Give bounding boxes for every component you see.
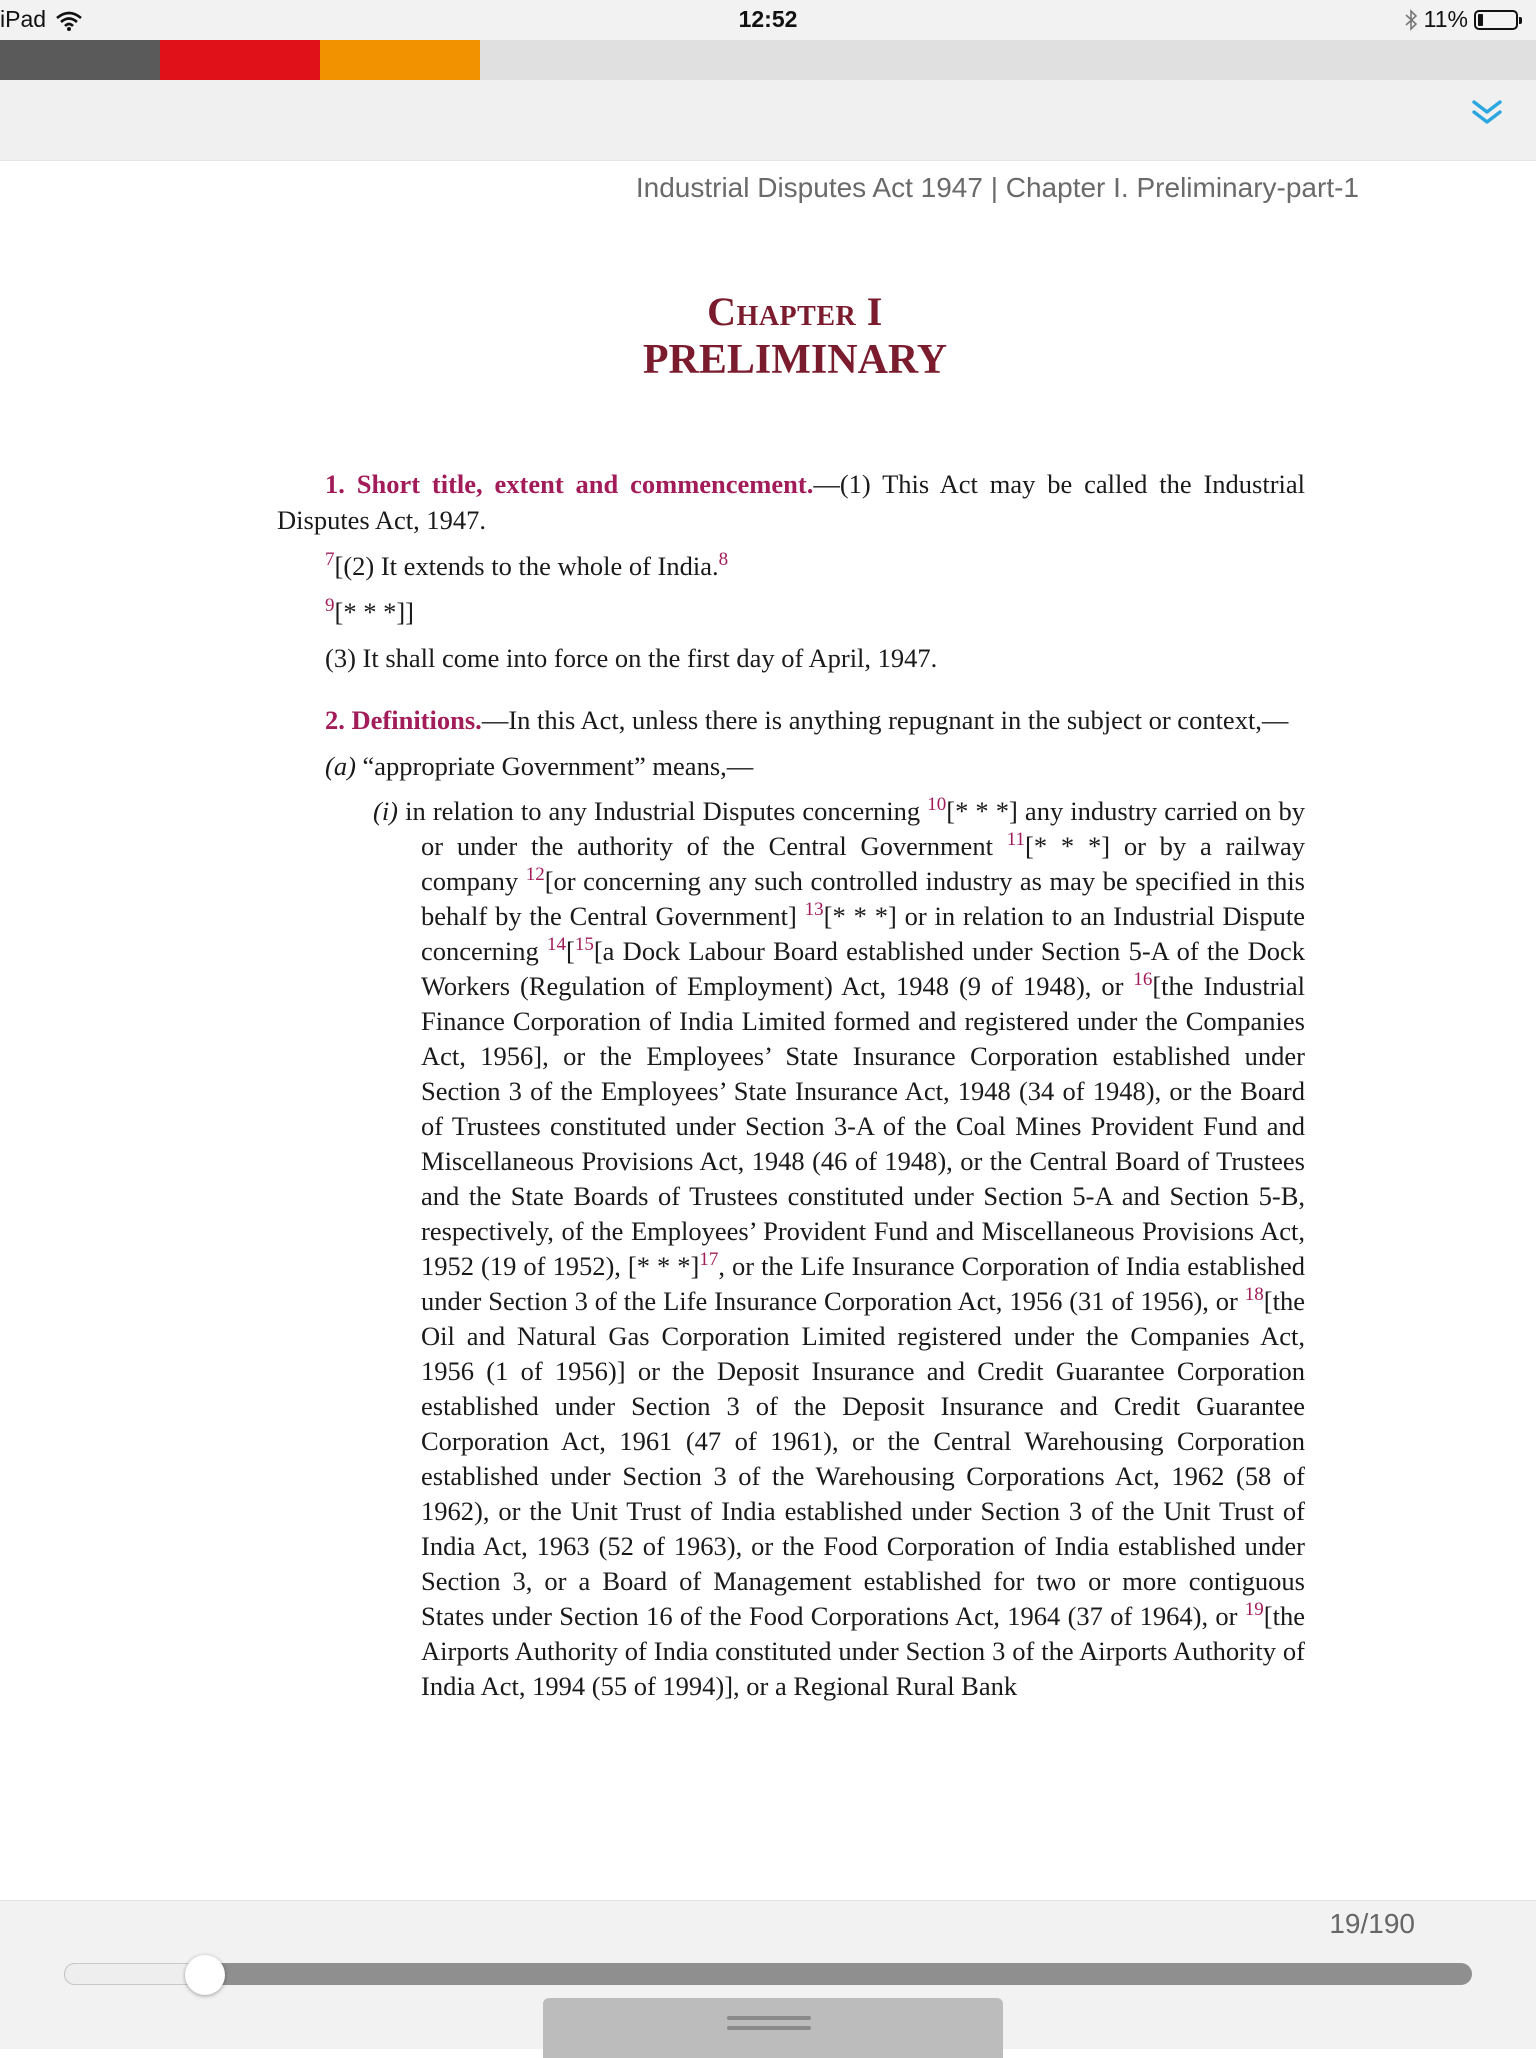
section-heading: 1. Short title, extent and commencement.	[325, 469, 814, 499]
clause-3: (3) It shall come into force on the first day of April, 1947.	[325, 643, 938, 673]
footnote-ref[interactable]: 12	[525, 864, 545, 885]
omission	[325, 594, 1305, 630]
definition-i	[373, 794, 1306, 1704]
footnote-ref[interactable]: 16	[1133, 969, 1153, 990]
document-body	[277, 466, 1305, 1704]
footnote-ref[interactable]: 18	[1244, 1284, 1264, 1305]
item-text: “appropriate Government” means,—	[355, 751, 754, 781]
item-text: in relation to any Industrial Disputes concerning $^{10}$[* * *] any industry carried on by or under the authority of the Central Government $^{11}$[* * *] or by a railway company $^{12}$[or concerning any such controlled industry as may be specified in this behalf by the Central Government] $^{13}$[* * *] or in relation to an Industrial Dispute concerning $^{14}$[$^{15}$[a Dock Labour Board established under Section 5-A of the Dock Workers (Regulation of Employment) Act, 1948 (9 of 1948), or $^{16}$[the Industrial Finance Corporation of India Limited formed and registered under the Companies Act, 1956], or the Employees’ State Insurance Corporation established under Section 3 of the Employees’ State Insurance Act, 1948 (34 of 1948), or the Board of Trustees constituted under Section 3-A of the Coal Mines Provident Fund and Miscellaneous Provisions Act, 1948 (46 of 1948), or the Central Board of Trustees and the State Boards of Trustees constituted under Section 5-A and Section 5-B, respectively, of the Employees’ Provident Fund and Miscellaneous Provisions Act, 1952 (19 of 1952), [* * *]$^{17}$, or the Life Insurance Corporation of India established under Section 3 of the Life Insurance Corporation Act, 1956 (31 of 1956), or $^{18}$[the Oil and Natural Gas Corporation Limited registered under the Companies Act, 1956 (1 of 1956)] or the Deposit Insurance and Credit Guarantee Corporation established under Section 3 of the Deposit Insurance and Credit Guarantee Corporation Act, 1961 (47 of 1961), or the Central Warehousing Corporation established under Section 3 of the Warehousing Corporations Act, 1962 (58 of 1962), or the Unit Trust of India established under Section 3 of the Unit Trust of India Act, 1963 (52 of 1963), or the Food Corporation of India established under Section 3, or a Board of Management established for two or more contiguous States under Section 16 of the Food Corporations Act, 1964 (37 of 1964), or $^{19}$[the Airports Authority of India constituted under Section 3 of the Airports Authority of India Act, 1994 (55 of 1994)], or a Regional Rural Bank	[398, 794, 1306, 1701]
clock: 12:52	[738, 6, 798, 32]
section-text: —In this Act, unless there is anything repugnant in the subject or context,—	[481, 705, 1289, 735]
footnote-ref[interactable]: 8	[718, 549, 729, 570]
chapter-subtitle: PRELIMINARY	[642, 337, 948, 383]
section-2	[277, 702, 1305, 738]
definition-a	[325, 748, 1305, 784]
footnote-ref[interactable]: 15	[574, 934, 594, 955]
footnote-ref[interactable]: 10	[927, 794, 947, 815]
color-segment-dark[interactable]	[0, 40, 160, 80]
color-segment-red[interactable]	[160, 40, 320, 80]
omission-text: [* * *]]	[334, 597, 414, 627]
section-text: —(1) This Act may be called the Industrial Disputes Act, 1947.	[277, 469, 1306, 535]
device-label: iPad	[0, 6, 47, 32]
footnote-ref[interactable]: 17	[699, 1249, 719, 1270]
running-header: Industrial Disputes Act 1947 | Chapter I. Preliminary-part-1	[635, 172, 1359, 203]
drawer-handle[interactable]	[543, 1998, 1003, 2058]
battery-percent: 11%	[1423, 6, 1468, 32]
clause-text: [(2) It extends to the whole of India.	[334, 551, 719, 581]
page-slider-progress	[64, 1963, 205, 1985]
page-indicator: 19/190	[1329, 1908, 1415, 1939]
footnote-ref[interactable]: 13	[804, 899, 824, 920]
category-color-bar	[0, 40, 1536, 80]
double-chevron-down-icon	[1464, 123, 1510, 140]
page-slider-track[interactable]	[64, 1963, 1472, 1985]
item-label: (a)	[325, 751, 356, 781]
footnote-ref[interactable]: 7	[325, 549, 335, 570]
footnote-ref[interactable]: 14	[547, 934, 566, 955]
reader-toolbar	[0, 80, 1536, 161]
section-heading: 2. Definitions.	[325, 705, 482, 735]
battery-icon	[1474, 10, 1518, 30]
section-1	[277, 466, 1305, 538]
page-slider-thumb[interactable]	[185, 1955, 225, 1995]
clause-2	[325, 548, 1305, 584]
footnote-ref[interactable]: 19	[1244, 1599, 1264, 1620]
chapter-title: Chapter I	[707, 289, 883, 334]
color-segment-orange[interactable]	[320, 40, 480, 80]
bluetooth-icon	[1404, 9, 1418, 31]
status-bar	[0, 0, 1536, 40]
collapse-toolbar-button[interactable]	[1464, 90, 1510, 136]
footnote-ref[interactable]: 9	[325, 595, 335, 616]
item-label: (i)	[373, 796, 399, 826]
footnote-ref[interactable]: 11	[1006, 829, 1026, 850]
